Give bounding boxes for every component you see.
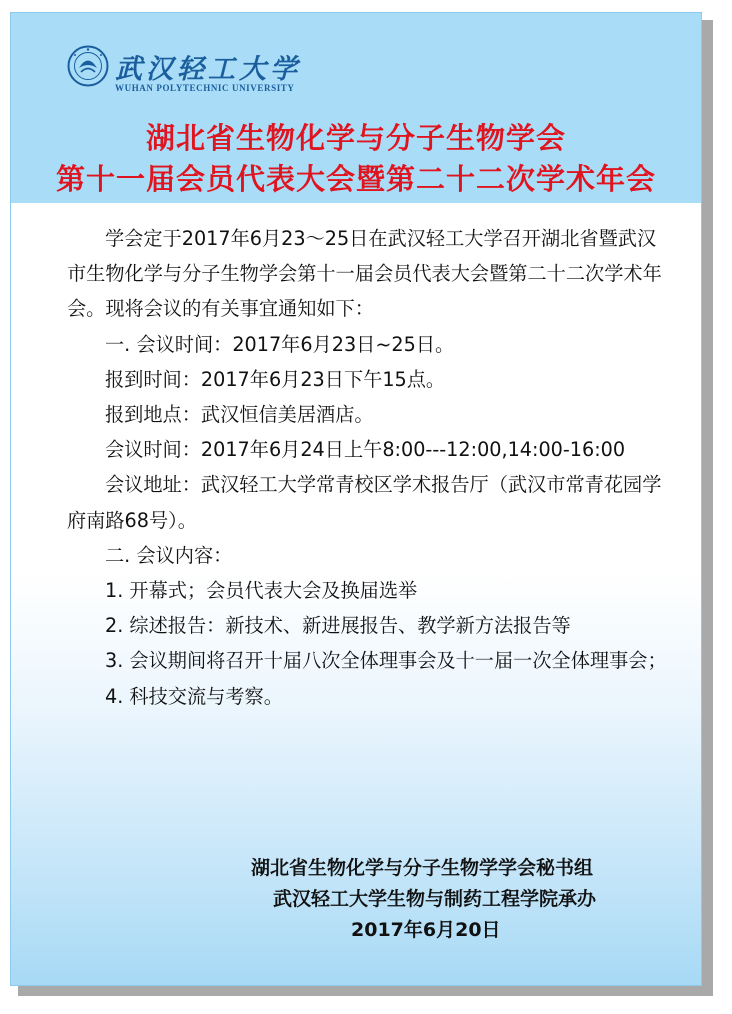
list-item: 4. 科技交流与考察。 xyxy=(105,684,283,708)
section-meeting-time: 一. 会议时间：2017年6月23日~25日。 xyxy=(105,332,455,356)
meeting-time: 会议时间：2017年6月24日上午8:00---12:00,14:00-16:00 xyxy=(105,438,626,462)
intro-paragraph: 学会定于2017年6月23～25日在武汉轻工大学召开湖北省暨武汉市生物化学与分子生物学会第十一届会员代表大会暨第二十二次学术年会。现将会议的有关事宜通知如下： xyxy=(67,227,662,321)
heading-meeting-title: 第十一届会员代表大会暨第二十二次学术年会 xyxy=(55,162,656,196)
university-english-name: WUHAN POLYTECHNIC UNIVERSITY xyxy=(115,83,295,93)
notice-body xyxy=(67,221,667,714)
signature-host: 武汉轻工大学生物与制药工程学院承办 xyxy=(273,888,597,910)
meeting-address: 会议地址：武汉轻工大学常青校区学术报告厅（武汉市常青花园学府南路68号）。 xyxy=(67,473,662,532)
university-emblem-icon xyxy=(67,45,109,87)
university-name: 武汉轻工大学 xyxy=(115,54,301,85)
checkin-place: 报到地点：武汉恒信美居酒店。 xyxy=(105,403,374,427)
list-item: 2. 综述报告：新技术、新进展报告、教学新方法报告等 xyxy=(105,614,571,638)
poster-header xyxy=(11,13,701,203)
checkin-time: 报到时间：2017年6月23日下午15点。 xyxy=(105,367,446,391)
list-item: 1. 开幕式；会员代表大会及换届选举 xyxy=(105,579,418,603)
section-meeting-content: 二. 会议内容： xyxy=(105,543,233,567)
notice-poster xyxy=(10,12,702,986)
signature-date: 2017年6月20日 xyxy=(351,919,501,941)
list-item: 3. 会议期间将召开十届八次全体理事会及十一届一次全体理事会； xyxy=(105,649,667,673)
signature-block xyxy=(11,853,701,946)
signature-organization: 湖北省生物化学与分子生物学学会秘书组 xyxy=(251,857,594,879)
heading-society-name: 湖北省生物化学与分子生物学会 xyxy=(145,121,566,155)
